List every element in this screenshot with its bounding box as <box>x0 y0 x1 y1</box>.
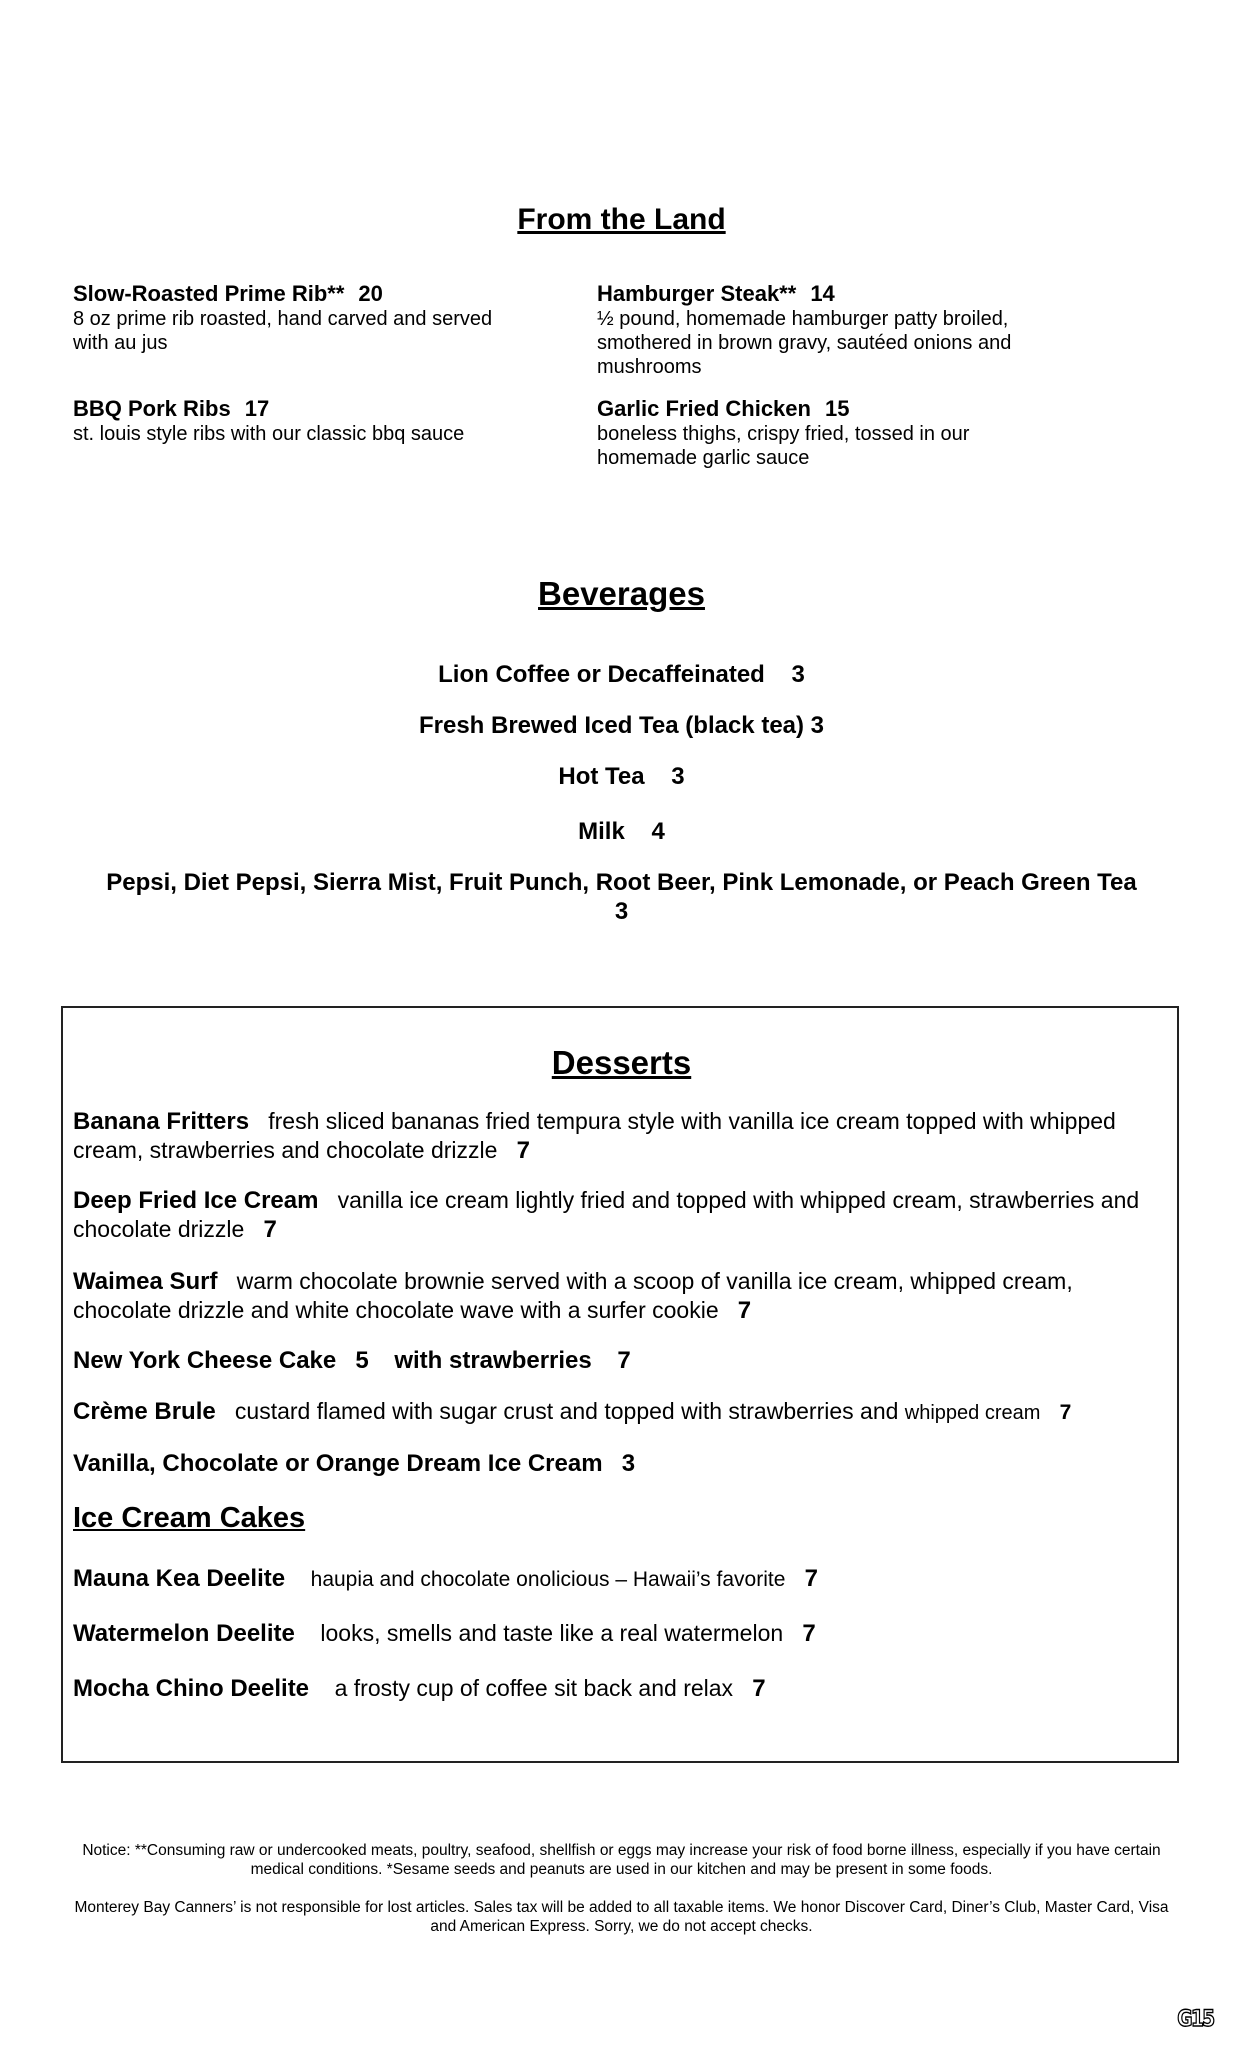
item-name: Garlic Fried Chicken <box>597 396 811 421</box>
dessert-name: Waimea Surf <box>73 1268 218 1295</box>
page-code: G15 <box>1177 2007 1214 2032</box>
cake-item <box>73 1619 1173 1648</box>
dessert-description: warm chocolate brownie served with a scoop of vanilla ice cream, whipped cream, chocolate drizzle and white chocolate wave with a surfer cookie <box>73 1268 1073 1323</box>
cake-item <box>73 1674 1173 1703</box>
dessert-price: 7 <box>516 1137 530 1164</box>
item-name: Hamburger Steak** <box>597 281 797 306</box>
item-name: BBQ Pork Ribs <box>73 396 231 421</box>
item-description: boneless thighs, crispy fried, tossed in our homemade garlic sauce <box>597 423 970 469</box>
cake-price: 7 <box>752 1675 766 1702</box>
dessert-item <box>73 1107 1173 1165</box>
menu-item <box>597 281 1067 379</box>
dessert-price: 7 <box>263 1216 277 1243</box>
beverage-price: 3 <box>671 763 685 790</box>
item-price: 20 <box>358 281 383 306</box>
beverage-name: Milk <box>578 818 625 845</box>
menu-item <box>73 281 533 355</box>
dessert-description: fresh sliced bananas fried tempura style with vanilla ice cream topped with whipped cream, strawberries and chocolate drizzle <box>73 1108 1116 1163</box>
desserts-section-title: Desserts <box>551 1044 692 1081</box>
dessert-item <box>73 1449 1173 1478</box>
beverage-item <box>40 868 1203 926</box>
beverage-item <box>60 711 1183 740</box>
ice-cream-cakes-title: Ice Cream Cakes <box>73 1502 306 1534</box>
item-description: st. louis style ribs with our classic bbq sauce <box>73 423 465 445</box>
item-price: 15 <box>824 396 850 421</box>
beverage-item <box>60 762 1183 791</box>
land-section-title: From the Land <box>517 203 726 236</box>
beverage-price: 3 <box>810 712 825 739</box>
cake-item <box>73 1564 1173 1594</box>
item-description: ½ pound, homemade hamburger patty broiled, smothered in brown gravy, sautéed onions and mushrooms <box>597 308 1012 378</box>
menu-item <box>597 396 1017 470</box>
cake-name: Mocha Chino Deelite <box>73 1675 310 1702</box>
dessert-item <box>73 1397 1173 1428</box>
beverage-name: Pepsi, Diet Pepsi, Sierra Mist, Fruit Punch, Root Beer, Pink Lemonade, or Peach Green Tea <box>106 869 1137 896</box>
dessert-price: 7 <box>1059 1401 1072 1424</box>
dessert-price: 5 <box>355 1347 369 1374</box>
cake-description: haupia and chocolate onolicious – Hawaii’s favorite <box>310 1568 786 1591</box>
dessert-price: 3 <box>621 1450 636 1477</box>
beverage-name: Fresh Brewed Iced Tea (black tea) <box>418 712 804 739</box>
cake-name: Mauna Kea Deelite <box>73 1565 286 1592</box>
notice-health: Notice: **Consuming raw or undercooked meats, poultry, seafood, shellfish or eggs may increase your risk of food borne illness, especially if you have certain medical conditions. *Sesame seeds and peanuts are used in our kitchen and may be present in some foods. <box>82 1842 1161 1878</box>
beverage-item <box>60 660 1183 689</box>
beverage-name: Lion Coffee or Decaffeinated <box>438 661 765 688</box>
dessert-item <box>73 1267 1173 1325</box>
item-price: 14 <box>810 281 835 306</box>
dessert-name: Deep Fried Ice Cream <box>73 1187 319 1214</box>
cake-description: a frosty cup of coffee sit back and relax <box>334 1675 734 1701</box>
beverage-price: 3 <box>614 898 629 925</box>
beverage-item <box>60 817 1183 846</box>
dessert-name: New York Cheese Cake <box>73 1347 337 1374</box>
beverage-name: Hot Tea <box>558 763 645 790</box>
dessert-extra: with strawberries <box>394 1347 592 1374</box>
cake-name: Watermelon Deelite <box>73 1620 295 1647</box>
beverages-section-title: Beverages <box>538 575 705 612</box>
dessert-extra-price: 7 <box>617 1347 631 1374</box>
dessert-name: Crème Brule <box>73 1398 216 1425</box>
menu-item <box>73 396 533 446</box>
dessert-name: Vanilla, Chocolate or Orange Dream Ice Cream <box>73 1450 603 1477</box>
dessert-item <box>73 1186 1173 1244</box>
beverage-price: 4 <box>651 818 665 845</box>
item-price: 17 <box>244 396 270 421</box>
dessert-item <box>73 1346 1173 1375</box>
dessert-description: vanilla ice cream lightly fried and topped with whipped cream, strawberries and chocolate drizzle <box>73 1187 1140 1242</box>
dessert-description: custard flamed with sugar crust and topped with strawberries and <box>234 1398 899 1424</box>
cake-description: looks, smells and taste like a real watermelon <box>320 1620 784 1646</box>
dessert-price: 7 <box>737 1297 752 1324</box>
notice-policy: Monterey Bay Canners’ is not responsible for lost articles. Sales tax will be added to all taxable items. We honor Discover Card, Diner’s Club, Master Card, Visa and American Express. Sorry, we do not accept checks. <box>74 1899 1169 1935</box>
cake-price: 7 <box>804 1565 818 1592</box>
cake-price: 7 <box>802 1620 816 1647</box>
dessert-name: Banana Fritters <box>73 1108 250 1135</box>
beverage-price: 3 <box>791 661 805 688</box>
item-description: 8 oz prime rib roasted, hand carved and served with au jus <box>73 308 493 354</box>
dessert-description-small: whipped cream <box>904 1402 1041 1424</box>
item-name: Slow-Roasted Prime Rib** <box>73 281 345 306</box>
